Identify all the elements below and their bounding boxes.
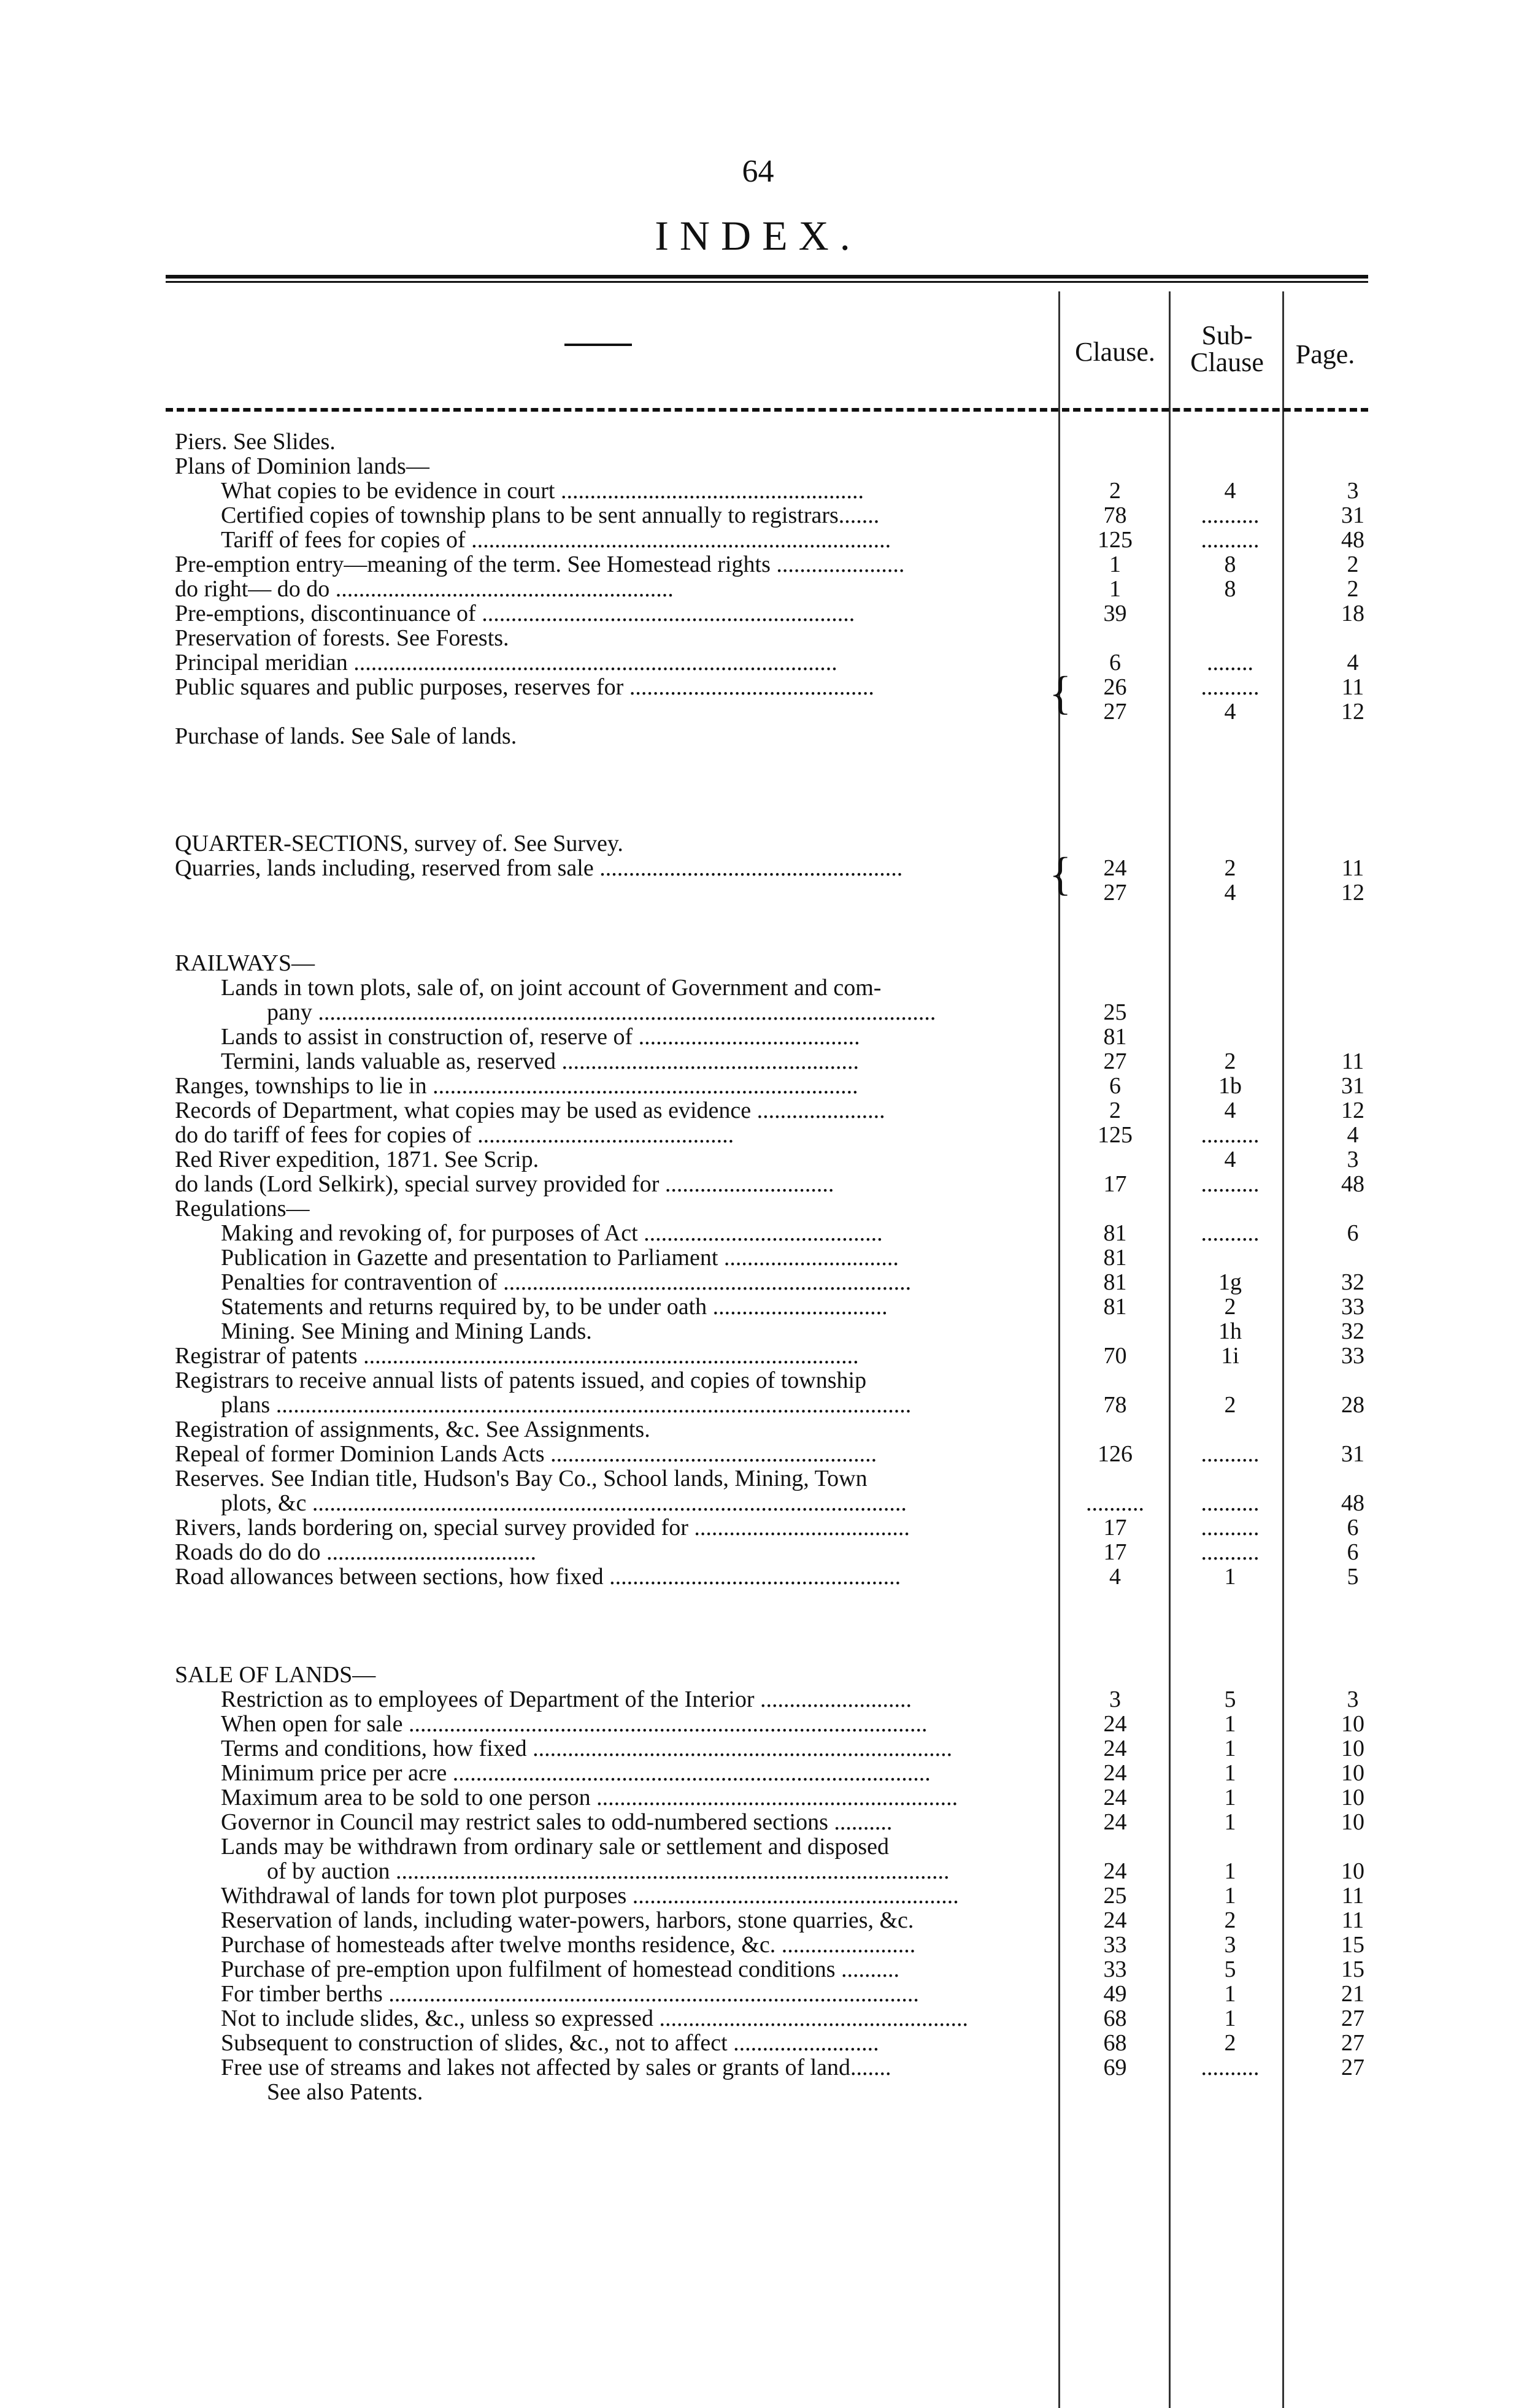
clause-cell: 27 [1103,880,1127,906]
entry-text: Termini, lands valuable as, reserved ................................................... [221,1049,860,1074]
subclause-cell: .......... [1201,1441,1260,1467]
subclause-cell: 1 [1224,1564,1236,1590]
entry-text: Minimum price per acre .................................................................................. [221,1761,931,1785]
index-entry [175,1319,1365,1344]
subclause-cell: 5 [1224,1687,1236,1712]
page-cell: 12 [1341,880,1364,906]
page-cell: 3 [1347,1147,1359,1172]
subclause-cell: 2 [1224,1294,1236,1320]
entry-text: Public squares and public purposes, reserves for .......................................... [175,675,874,699]
clause-cell: 24 [1103,1736,1127,1761]
page-cell: 48 [1341,527,1364,553]
clause-cell: 24 [1103,1760,1127,1786]
clause-cell: 27 [1103,699,1127,725]
clause-cell: 126 [1098,1441,1133,1467]
entry-text: For timber berths ........................................................................................... [221,1982,919,2006]
entry-text: Rivers, lands bordering on, special survey provided for ..................................... [175,1515,910,1540]
index-entry [175,1172,1365,1196]
entry-text: Pre-emption entry—meaning of the term. See Homestead rights ...................... [175,552,905,577]
entry-text: Registrars to receive annual lists of patents issued, and copies of township [175,1368,867,1393]
index-entry [175,1564,1365,1589]
subclause-cell: 3 [1224,1932,1236,1958]
clause-cell: 2 [1109,1098,1121,1123]
index-entry [175,1368,1365,1393]
page-title: INDEX. [655,212,861,259]
subclause-cell: 2 [1224,855,1236,881]
page-cell: 5 [1347,1564,1359,1590]
index-entry [175,429,1365,454]
page-cell: 12 [1341,699,1364,725]
entry-text: RAILWAYS— [175,951,315,975]
clause-cell: 6 [1109,1073,1121,1099]
clause-cell: 78 [1103,502,1127,528]
clause-cell: 24 [1103,1785,1127,1810]
page-cell: 27 [1341,2006,1364,2031]
index-entry [175,724,1365,748]
page-cell: 10 [1341,1711,1364,1737]
index-entry [175,1982,1365,2006]
entry-text: Certified copies of township plans to be sent annually to registrars....... [221,503,880,528]
entry-text: Piers. See Slides. [175,429,336,454]
subclause-cell: 1 [1224,1883,1236,1909]
page-cell: 4 [1347,1122,1359,1148]
clause-cell: 17 [1103,1171,1127,1197]
page-cell: 11 [1341,674,1364,700]
entry-text: Mining. See Mining and Mining Lands. [221,1319,592,1344]
index-entry [175,880,1365,905]
clause-cell: 17 [1103,1539,1127,1565]
index-entry [175,1466,1365,1491]
index-entry [175,1196,1365,1221]
subclause-cell: 8 [1224,552,1236,577]
entry-text: Lands in town plots, sale of, on joint account of Government and com- [221,975,882,1000]
clause-cell: 24 [1103,1711,1127,1737]
header-dash [564,344,632,346]
index-entry [175,951,1365,975]
page-cell: 48 [1341,1490,1364,1516]
index-entry [175,577,1365,601]
index-entry [175,831,1365,856]
entry-text: plans ............................................................................................................. [221,1393,912,1417]
subclause-cell: .......... [1201,502,1260,528]
subclause-cell: 1b [1218,1073,1242,1099]
page-cell: 31 [1341,1441,1364,1467]
index-entry [175,1810,1365,1834]
subclause-cell: .......... [1201,1490,1260,1516]
entry-text: Quarries, lands including, reserved from sale .................................................... [175,856,903,880]
page-cell: 31 [1341,502,1364,528]
page-cell: 10 [1341,1785,1364,1810]
entry-text: Road allowances between sections, how fixed .................................................. [175,1564,901,1589]
clause-cell: 78 [1103,1392,1127,1418]
subclause-cell: 1g [1218,1269,1242,1295]
subclause-cell: .......... [1201,1122,1260,1148]
index-entry [175,528,1365,552]
section-r [175,951,1365,1589]
top-rule-thin [166,281,1368,283]
brace-mark: { [1049,667,1072,719]
entry-text: Governor in Council may restrict sales to odd-numbered sections .......... [221,1810,893,1834]
index-entry [175,1687,1365,1712]
clause-cell: 17 [1103,1515,1127,1541]
index-entry [175,1344,1365,1368]
clause-cell: 68 [1103,2006,1127,2031]
clause-cell: 33 [1103,1956,1127,1982]
clause-cell: 24 [1103,1809,1127,1835]
page-cell: 33 [1341,1343,1364,1369]
index-entry [175,1442,1365,1466]
clause-cell: 26 [1103,674,1127,700]
entry-text: Penalties for contravention of ...................................................................... [221,1270,912,1294]
index-entry [175,1883,1365,1908]
entry-text: QUARTER-SECTIONS, survey of. See Survey. [175,831,623,856]
clause-cell: 24 [1103,1907,1127,1933]
index-entry [175,1933,1365,1957]
index-entry [175,1540,1365,1564]
page-cell: 31 [1341,1073,1364,1099]
entry-text: do right— do do .......................................................... [175,577,674,601]
entry-text: What copies to be evidence in court .................................................... [221,479,864,503]
subclause-cell: .......... [1201,1171,1260,1197]
clause-cell: 68 [1103,2030,1127,2056]
subclause-cell: .......... [1201,1539,1260,1565]
clause-cell: 49 [1103,1981,1127,2007]
entry-text: Restriction as to employees of Department of the Interior .......................... [221,1687,912,1712]
subclause-cell: 2 [1224,2030,1236,2056]
index-entry [175,1123,1365,1147]
page-cell: 15 [1341,1932,1364,1958]
page-cell: 32 [1341,1269,1364,1295]
entry-text: Reservation of lands, including water-powers, harbors, stone quarries, &c. [221,1908,914,1933]
entry-text: Maximum area to be sold to one person .............................................................. [221,1785,958,1810]
index-entry [175,2006,1365,2031]
page-cell: 11 [1341,855,1364,881]
clause-cell: 27 [1103,1048,1127,1074]
page-cell: 12 [1341,1098,1364,1123]
entry-text: Withdrawal of lands for town plot purposes ........................................................ [221,1883,959,1908]
index-entry [175,1515,1365,1540]
entry-text: plots, &c ...................................................................................................... [221,1491,907,1515]
entry-text: When open for sale ......................................................................................... [221,1712,928,1736]
entry-text: Red River expedition, 1871. See Scrip. [175,1147,539,1172]
clause-cell: 81 [1103,1245,1127,1271]
entry-text: Purchase of pre-emption upon fulfilment of homestead conditions .......... [221,1957,899,1982]
clause-cell: 70 [1103,1343,1127,1369]
clause-cell: 4 [1109,1564,1121,1590]
index-entry [175,454,1365,479]
index-entry [175,975,1365,1000]
clause-cell: 81 [1103,1294,1127,1320]
page-cell: 27 [1341,2030,1364,2056]
clause-cell: 6 [1109,650,1121,675]
subclause-cell: 4 [1224,1098,1236,1123]
subclause-cell: 1 [1224,1760,1236,1786]
subclause-cell: 1 [1224,1736,1236,1761]
subclause-cell: 1 [1224,1981,1236,2007]
clause-cell: .......... [1086,1490,1144,1516]
subclause-cell: 1 [1224,2006,1236,2031]
index-entry [175,552,1365,577]
index-entry [175,1761,1365,1785]
index-entry [175,1736,1365,1761]
subclause-cell: 5 [1224,1956,1236,1982]
entry-text: do do tariff of fees for copies of ............................................ [175,1123,734,1147]
entry-text: Purchase of homesteads after twelve months residence, &c. ....................... [221,1933,916,1957]
index-entry [175,1859,1365,1883]
index-entry [175,1294,1365,1319]
subclause-cell: 4 [1224,478,1236,504]
page-cell: 33 [1341,1294,1364,1320]
page-cell: 3 [1347,1687,1359,1712]
index-entry [175,1491,1365,1515]
subclause-cell: .......... [1201,674,1260,700]
clause-cell: 2 [1109,478,1121,504]
entry-text: Records of Department, what copies may be used as evidence ...................... [175,1098,885,1123]
index-entry [175,1417,1365,1442]
page-cell: 10 [1341,1858,1364,1884]
page-cell: 4 [1347,650,1359,675]
subclause-cell: .......... [1201,1515,1260,1541]
subclause-cell: 4 [1224,1147,1236,1172]
entry-text: pany .......................................................................................................... [267,1000,936,1025]
page-cell: 6 [1347,1515,1359,1541]
index-entry [175,1393,1365,1417]
index-entry [175,1834,1365,1859]
subclause-cell: .......... [1201,527,1260,553]
page-cell: 2 [1347,552,1359,577]
clause-cell: 25 [1103,1883,1127,1909]
page-cell: 11 [1341,1048,1364,1074]
entry-text: Terms and conditions, how fixed ........................................................................ [221,1736,953,1761]
entry-text: Preservation of forests. See Forests. [175,626,509,650]
page-cell: 32 [1341,1318,1364,1344]
entry-text: SALE OF LANDS— [175,1663,376,1687]
clause-cell: 24 [1103,1858,1127,1884]
index-entry [175,1025,1365,1049]
subclause-cell: .......... [1201,1220,1260,1246]
page-cell: 2 [1347,576,1359,602]
index-entry [175,503,1365,528]
clause-cell: 69 [1103,2055,1127,2080]
subclause-cell: 8 [1224,576,1236,602]
index-entry [175,1957,1365,1982]
page-cell: 28 [1341,1392,1364,1418]
entry-text: Free use of streams and lakes not affected by sales or grants of land....... [221,2055,891,2080]
page-cell: 27 [1341,2055,1364,2080]
page-cell: 21 [1341,1981,1364,2007]
subclause-cell: 2 [1224,1048,1236,1074]
entry-text: of by auction ............................................................................................... [267,1859,950,1883]
index-entry [175,1908,1365,1933]
clause-cell: 1 [1109,552,1121,577]
entry-text: Lands to assist in construction of, reserve of ...................................... [221,1025,860,1049]
brace-mark: { [1049,848,1072,900]
page-number: 64 [742,154,774,189]
entry-text: Repeal of former Dominion Lands Acts ........................................................ [175,1442,877,1466]
entry-text: Not to include slides, &c., unless so expressed ..................................................... [221,2006,969,2031]
index-entry [175,650,1365,675]
entry-text: Registration of assignments, &c. See Assignments. [175,1417,650,1442]
clause-cell: 39 [1103,601,1127,626]
page-cell: 11 [1341,1883,1364,1909]
entry-text: Lands may be withdrawn from ordinary sale or settlement and disposed [221,1834,890,1859]
subclause-cell: .......... [1201,2055,1260,2080]
clause-cell: 81 [1103,1024,1127,1050]
index-entry [175,601,1365,626]
page-cell: 10 [1341,1760,1364,1786]
page-cell: 48 [1341,1171,1364,1197]
subclause-cell: ........ [1207,650,1253,675]
index-entry [175,1245,1365,1270]
index-entry [175,1270,1365,1294]
page-cell: 3 [1347,478,1359,504]
index-entry [175,1000,1365,1025]
entry-text: See also Patents. [267,2080,423,2104]
page-cell: 18 [1341,601,1364,626]
subclause-cell: 4 [1224,880,1236,906]
clause-cell: 81 [1103,1269,1127,1295]
entry-text: Subsequent to construction of slides, &c., not to affect ......................... [221,2031,879,2055]
entry-text: Pre-emptions, discontinuance of ................................................................ [175,601,855,626]
entry-text: Plans of Dominion lands— [175,454,429,479]
subclause-cell: 1 [1224,1785,1236,1810]
clause-cell: 125 [1098,1122,1133,1148]
clause-cell: 125 [1098,527,1133,553]
entry-text: Statements and returns required by, to be under oath .............................. [221,1294,888,1319]
index-entry [175,2055,1365,2080]
index-entry [175,1785,1365,1810]
page-cell: 10 [1341,1809,1364,1835]
index-entry [175,1147,1365,1172]
section-p [175,429,1365,748]
index-entry [175,1712,1365,1736]
section-q [175,831,1365,905]
clause-cell: 3 [1109,1687,1121,1712]
clause-cell: 81 [1103,1220,1127,1246]
entry-text: Registrar of patents ..................................................................................... [175,1344,859,1368]
page-cell: 6 [1347,1220,1359,1246]
subclause-cell: 2 [1224,1907,1236,1933]
index-entry [175,479,1365,503]
page-column-header: Page. [1295,339,1355,369]
index-entry [175,1663,1365,1687]
page-cell: 10 [1341,1736,1364,1761]
index-entry [175,699,1365,724]
index-entry [175,1074,1365,1098]
index-entry [175,1049,1365,1074]
index-entry [175,2080,1365,2104]
section-s [175,1663,1365,2104]
entry-text: do lands (Lord Selkirk), special survey provided for ............................. [175,1172,834,1196]
clause-cell: 33 [1103,1932,1127,1958]
subclause-cell: 2 [1224,1392,1236,1418]
subclause-cell: 1 [1224,1809,1236,1835]
subclause-cell: 1i [1221,1343,1239,1369]
entry-text: Tariff of fees for copies of ........................................................................ [221,528,891,552]
entry-text: Principal meridian ................................................................................... [175,650,837,675]
index-entry [175,1098,1365,1123]
index-entry [175,1221,1365,1245]
entry-text: Publication in Gazette and presentation to Parliament .............................. [221,1245,899,1270]
page-cell: 11 [1341,1907,1364,1933]
entry-text: Making and revoking of, for purposes of Act ......................................... [221,1221,883,1245]
clause-cell: 24 [1103,855,1127,881]
page-cell: 6 [1347,1539,1359,1565]
entry-text: Roads do do do .................................... [175,1540,536,1564]
index-entry [175,2031,1365,2055]
subclause-cell: 4 [1224,699,1236,725]
entry-text: Ranges, townships to lie in ......................................................................... [175,1074,858,1098]
clause-column-header: Clause. [1075,337,1155,367]
subclause-column-header: Sub- Clause [1190,320,1264,377]
header-dashed-rule [166,408,1368,412]
index-entry [175,626,1365,650]
entry-text: Purchase of lands. See Sale of lands. [175,724,517,748]
entry-text: Regulations— [175,1196,310,1221]
subclause-cell: 1 [1224,1711,1236,1737]
subclause-cell: 1h [1218,1318,1242,1344]
top-rule [166,275,1368,279]
page-cell: 15 [1341,1956,1364,1982]
subclause-cell: 1 [1224,1858,1236,1884]
clause-cell: 25 [1103,999,1127,1025]
clause-cell: 1 [1109,576,1121,602]
entry-text: Reserves. See Indian title, Hudson's Bay Co., School lands, Mining, Town [175,1466,868,1491]
